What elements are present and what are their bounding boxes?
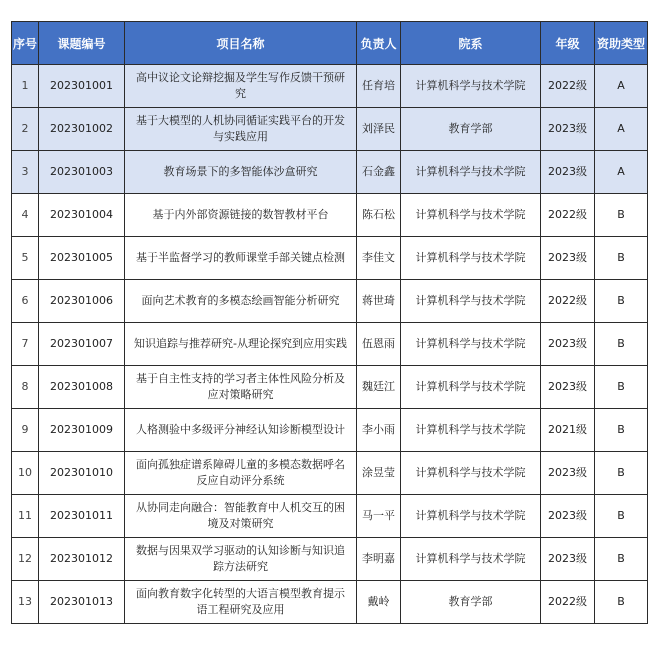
table-header-row [12, 22, 648, 65]
cell-grade: 2022级 [541, 581, 595, 624]
cell-dept: 计算机科学与技术学院 [401, 495, 541, 538]
cell-code: 202301007 [39, 323, 125, 366]
cell-no: 1 [12, 65, 39, 108]
cell-type: B [595, 323, 648, 366]
cell-dept: 计算机科学与技术学院 [401, 366, 541, 409]
cell-type: A [595, 151, 648, 194]
cell-code: 202301006 [39, 280, 125, 323]
table-row [12, 194, 648, 237]
cell-no: 7 [12, 323, 39, 366]
cell-leader: 魏廷江 [357, 366, 401, 409]
cell-dept: 计算机科学与技术学院 [401, 323, 541, 366]
cell-code: 202301005 [39, 237, 125, 280]
cell-no: 13 [12, 581, 39, 624]
cell-grade: 2023级 [541, 366, 595, 409]
cell-title: 人格测验中多级评分神经认知诊断模型设计 [125, 409, 357, 452]
cell-code: 202301004 [39, 194, 125, 237]
cell-title: 从协同走向融合：智能教育中人机交互的困境及对策研究 [125, 495, 357, 538]
cell-dept: 计算机科学与技术学院 [401, 409, 541, 452]
table-row [12, 280, 648, 323]
table-row [12, 108, 648, 151]
cell-code: 202301010 [39, 452, 125, 495]
cell-grade: 2022级 [541, 194, 595, 237]
cell-dept: 计算机科学与技术学院 [401, 65, 541, 108]
header-type: 资助类型 [595, 22, 648, 65]
cell-title: 基于大模型的人机协同循证实践平台的开发与实践应用 [125, 108, 357, 151]
cell-type: B [595, 366, 648, 409]
cell-no: 12 [12, 538, 39, 581]
cell-type: A [595, 65, 648, 108]
cell-type: B [595, 409, 648, 452]
cell-title: 基于自主性支持的学习者主体性风险分析及应对策略研究 [125, 366, 357, 409]
cell-type: B [595, 538, 648, 581]
cell-leader: 戴岭 [357, 581, 401, 624]
cell-no: 9 [12, 409, 39, 452]
cell-grade: 2023级 [541, 495, 595, 538]
cell-leader: 刘泽民 [357, 108, 401, 151]
cell-no: 2 [12, 108, 39, 151]
cell-leader: 李小雨 [357, 409, 401, 452]
cell-dept: 教育学部 [401, 108, 541, 151]
cell-code: 202301001 [39, 65, 125, 108]
table-row [12, 409, 648, 452]
cell-type: B [595, 495, 648, 538]
cell-code: 202301013 [39, 581, 125, 624]
cell-no: 4 [12, 194, 39, 237]
cell-dept: 教育学部 [401, 581, 541, 624]
cell-type: A [595, 108, 648, 151]
cell-leader: 蒋世琦 [357, 280, 401, 323]
project-table [11, 21, 648, 624]
cell-dept: 计算机科学与技术学院 [401, 280, 541, 323]
cell-leader: 陈石松 [357, 194, 401, 237]
table-row [12, 452, 648, 495]
table-row [12, 237, 648, 280]
cell-grade: 2023级 [541, 108, 595, 151]
cell-no: 11 [12, 495, 39, 538]
table-row [12, 323, 648, 366]
cell-dept: 计算机科学与技术学院 [401, 151, 541, 194]
cell-code: 202301002 [39, 108, 125, 151]
cell-code: 202301009 [39, 409, 125, 452]
cell-grade: 2021级 [541, 409, 595, 452]
cell-title: 数据与因果双学习驱动的认知诊断与知识追踪方法研究 [125, 538, 357, 581]
cell-leader: 李明嘉 [357, 538, 401, 581]
table-row [12, 495, 648, 538]
table-row [12, 538, 648, 581]
cell-dept: 计算机科学与技术学院 [401, 194, 541, 237]
cell-grade: 2023级 [541, 151, 595, 194]
cell-no: 8 [12, 366, 39, 409]
header-no: 序号 [12, 22, 39, 65]
cell-leader: 马一平 [357, 495, 401, 538]
table-row [12, 366, 648, 409]
cell-dept: 计算机科学与技术学院 [401, 538, 541, 581]
header-leader: 负责人 [357, 22, 401, 65]
table-row [12, 65, 648, 108]
cell-code: 202301008 [39, 366, 125, 409]
cell-type: B [595, 280, 648, 323]
cell-leader: 涂昱莹 [357, 452, 401, 495]
cell-no: 10 [12, 452, 39, 495]
cell-title: 基于内外部资源链接的数智教材平台 [125, 194, 357, 237]
cell-code: 202301012 [39, 538, 125, 581]
cell-leader: 石金鑫 [357, 151, 401, 194]
cell-dept: 计算机科学与技术学院 [401, 237, 541, 280]
header-title: 项目名称 [125, 22, 357, 65]
cell-title: 教育场景下的多智能体沙盒研究 [125, 151, 357, 194]
header-dept: 院系 [401, 22, 541, 65]
cell-grade: 2022级 [541, 280, 595, 323]
cell-type: B [595, 237, 648, 280]
cell-type: B [595, 452, 648, 495]
cell-code: 202301003 [39, 151, 125, 194]
cell-no: 6 [12, 280, 39, 323]
project-table-container [11, 21, 648, 624]
cell-leader: 伍恩雨 [357, 323, 401, 366]
header-grade: 年级 [541, 22, 595, 65]
cell-leader: 任育培 [357, 65, 401, 108]
header-code: 课题编号 [39, 22, 125, 65]
cell-grade: 2023级 [541, 452, 595, 495]
cell-no: 3 [12, 151, 39, 194]
table-row [12, 151, 648, 194]
cell-code: 202301011 [39, 495, 125, 538]
cell-title: 面向孤独症谱系障碍儿童的多模态数据呼名反应自动评分系统 [125, 452, 357, 495]
cell-title: 面向艺术教育的多模态绘画智能分析研究 [125, 280, 357, 323]
cell-dept: 计算机科学与技术学院 [401, 452, 541, 495]
cell-grade: 2023级 [541, 538, 595, 581]
cell-type: B [595, 581, 648, 624]
cell-leader: 李佳文 [357, 237, 401, 280]
cell-title: 高中议论文论辩挖掘及学生写作反馈干预研究 [125, 65, 357, 108]
cell-title: 知识追踪与推荐研究-从理论探究到应用实践 [125, 323, 357, 366]
cell-title: 面向教育数字化转型的大语言模型教育提示语工程研究及应用 [125, 581, 357, 624]
cell-grade: 2023级 [541, 237, 595, 280]
cell-grade: 2022级 [541, 65, 595, 108]
cell-no: 5 [12, 237, 39, 280]
table-row [12, 581, 648, 624]
cell-type: B [595, 194, 648, 237]
cell-grade: 2023级 [541, 323, 595, 366]
cell-title: 基于半监督学习的教师课堂手部关键点检测 [125, 237, 357, 280]
